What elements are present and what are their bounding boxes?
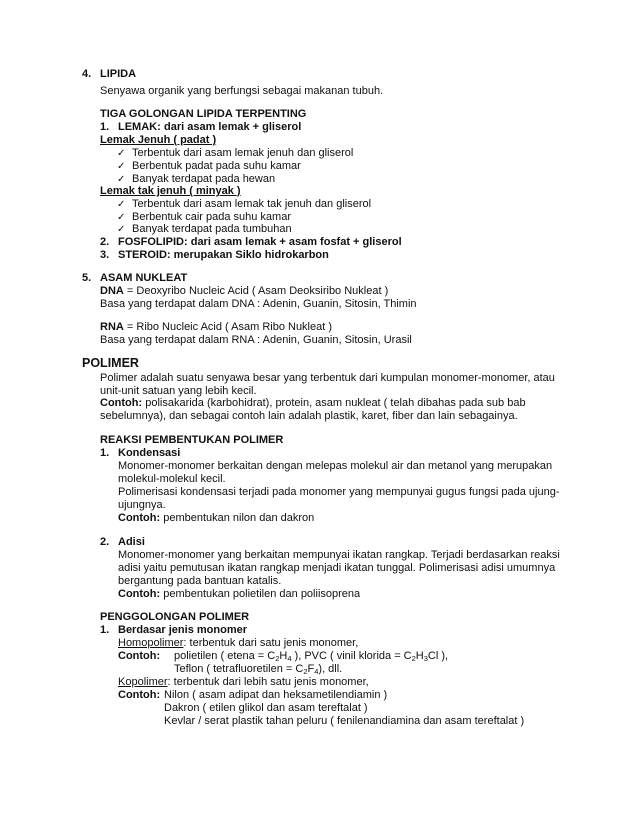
homopolimer-contoh-teflon: Teflon ( tetrafluoretilen = $C_2F_4$), dll. (174, 663, 343, 676)
polimer-contoh-line2: sebelumnya), dan sebagai contoh lain adalah plastik, karet, fiber dan lain sebagainya. (100, 410, 518, 422)
adisi-line: bergantung pada bantuan katalis. (118, 575, 282, 587)
list-item: ✓ Banyak terdapat pada hewan (117, 172, 275, 188)
kondensasi-line: molekul-molekul kecil. (118, 473, 226, 485)
kopolimer-contoh: Contoh: Nilon ( asam adipat dan heksametilendiamin ) (118, 689, 388, 701)
penggolongan-heading: PENGGOLONGAN POLIMER (100, 611, 250, 623)
steroid-item: 3. STEROID: merupakan Siklo hidrokarbon (100, 249, 329, 261)
homopolimer-definition: Homopolimer: terbentuk dari satu jenis monomer, (118, 637, 359, 649)
lemak-number: 1. (100, 121, 110, 133)
homopolimer-contoh: Contoh: polietilen ( etena = $C_2H_4$ ), PVC ( vinil klorida = $C_2H_3Cl$ ), (118, 650, 449, 663)
kondensasi-contoh: Contoh: pembentukan nilon dan dakron (118, 512, 315, 524)
lemak-formula: dari asam lemak + gliserol (164, 121, 302, 133)
check-icon: ✓ (117, 174, 126, 185)
kondensasi-line: Monomer-monomer berkaitan dengan melepas molekul air dan metanol yang merupakan (118, 460, 553, 472)
check-icon: ✓ (117, 161, 126, 172)
polimer-intro-line: unit-unit satuan yang lebih kecil. (100, 385, 257, 397)
adisi-line: adisi yaitu pemutusan ikatan rangkap menjadi ikatan tunggal. Polimerisasi adisi umumnya (118, 562, 556, 574)
check-icon: ✓ (117, 212, 126, 223)
lipida-heading (82, 67, 137, 82)
kondensasi-line: ujungnya. (118, 499, 166, 511)
rna-bases: Basa yang terdapat dalam RNA : Adenin, Guanin, Sitosin, Urasil (100, 334, 412, 346)
list-item: ✓ Berbentuk cair pada suhu kamar (117, 210, 291, 226)
list-item: ✓ Terbentuk dari asam lemak jenuh dan gliserol (117, 146, 353, 162)
homopolimer-contoh-text: polietilen ( etena = $C_2H_4$ ), PVC ( vinil klorida = $C_2H_3Cl$ ), (174, 650, 449, 663)
check-icon: ✓ (117, 199, 126, 210)
list-item: ✓ Banyak terdapat pada tumbuhan (117, 222, 292, 238)
polimer-title: POLIMER (82, 356, 139, 370)
list-item: ✓ Berbentuk padat pada suhu kamar (117, 159, 301, 175)
polimer-intro-line: Polimer adalah suatu senyawa besar yang terbentuk dari kumpulan monomer-monomer, atau (100, 372, 555, 384)
kondensasi-line: Polimerisasi kondensasi terjadi pada monomer yang mempunyai gugus fungsi pada ujung- (118, 486, 560, 498)
fosfolipid-item: 2. FOSFOLIPID: dari asam lemak + asam fosfat + gliserol (100, 236, 402, 248)
lipida-description: Senyawa organik yang berfungsi sebagai makanan tubuh. (100, 85, 384, 97)
adisi-contoh: Contoh: pembentukan polietilen dan poliisoprena (118, 588, 361, 600)
kondensasi-heading: 1. Kondensasi (100, 447, 181, 459)
lemak-jenuh-title: Lemak Jenuh ( padat ) (100, 134, 217, 146)
kopolimer-definition: Kopolimer: terbentuk dari lebih satu jenis monomer, (118, 676, 369, 688)
jenis-monomer-heading: 1. Berdasar jenis monomer (100, 624, 247, 636)
rna-definition: RNA = Ribo Nucleic Acid ( Asam Ribo Nukleat ) (100, 321, 333, 333)
lemak-tak-jenuh-title: Lemak tak jenuh ( minyak ) (100, 185, 241, 197)
lipida-title: LIPIDA (100, 68, 137, 80)
adisi-line: Monomer-monomer yang berkaitan mempunyai ikatan rangkap. Terjadi berdasarkan reaksi (118, 549, 560, 561)
kopolimer-contoh-item: Dakron ( etilen glikol dan asam tereftalat ) (164, 702, 368, 714)
lipida-number: 4. (82, 68, 92, 80)
asam-nukleat-heading: 5. ASAM NUKLEAT (82, 272, 188, 284)
dna-bases: Basa yang terdapat dalam DNA : Adenin, Guanin, Sitosin, Thimin (100, 298, 417, 310)
check-icon: ✓ (117, 224, 126, 235)
polimer-contoh: Contoh: polisakarida (karbohidrat), protein, asam nukleat ( telah dibahas pada sub bab (100, 397, 526, 409)
kopolimer-contoh-item: Kevlar / serat plastik tahan peluru ( fenilenandiamina dan asam tereftalat ) (164, 715, 525, 727)
adisi-heading: 2. Adisi (100, 536, 145, 548)
list-item: ✓ Terbentuk dari asam lemak tak jenuh dan gliserol (117, 197, 371, 213)
lemak-title: LEMAK: (118, 121, 161, 133)
lipida-subheading: TIGA GOLONGAN LIPIDA TERPENTING (100, 108, 307, 120)
reaksi-heading: REAKSI PEMBENTUKAN POLIMER (100, 434, 284, 446)
check-icon: ✓ (117, 148, 126, 159)
dna-definition: DNA = Deoxyribo Nucleic Acid ( Asam Deoksiribo Nukleat ) (100, 285, 389, 297)
